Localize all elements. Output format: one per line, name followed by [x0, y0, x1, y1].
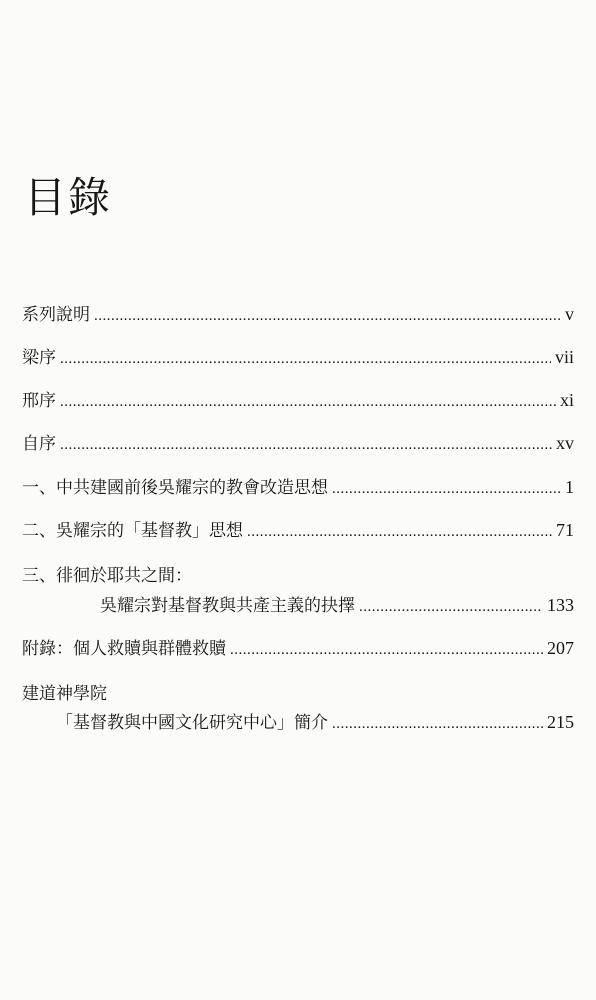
toc-entry	[22, 473, 574, 501]
toc-entry	[56, 708, 574, 736]
dot-leader	[359, 593, 543, 621]
toc-entry-label: 二、吳耀宗的「基督教」思想	[22, 521, 243, 541]
dot-leader	[247, 518, 552, 546]
dot-leader	[332, 710, 543, 738]
toc-page-number: 1	[565, 477, 574, 497]
toc-entry-label: 系列說明	[22, 305, 90, 325]
toc-entry-label: 一、中共建國前後吳耀宗的教會改造思想	[22, 478, 328, 498]
toc-entry-heading: 三、徘徊於耶共之間：	[22, 566, 192, 586]
dot-leader	[94, 302, 561, 330]
toc-entry-label: 自序	[22, 434, 56, 454]
toc-page-number: 133	[547, 595, 574, 615]
dot-leader	[60, 345, 551, 373]
toc-entry	[22, 516, 574, 544]
toc-entry-label: 邢序	[22, 391, 56, 411]
dot-leader	[60, 431, 552, 459]
dot-leader	[332, 475, 561, 503]
toc-entry	[100, 591, 574, 619]
dot-leader	[230, 636, 543, 664]
toc-entry	[22, 300, 574, 328]
toc-entry-label: 吳耀宗對基督教與共產主義的抉擇	[100, 596, 355, 616]
toc-entry	[22, 429, 574, 457]
dot-leader	[60, 388, 556, 416]
toc-entry-label: 「基督教與中國文化研究中心」簡介	[56, 713, 328, 733]
toc-entry	[22, 634, 574, 662]
toc-page-number: vii	[554, 347, 574, 367]
toc-entry-label: 附錄：個人救贖與群體救贖	[22, 639, 226, 659]
toc-page-number: 215	[547, 712, 574, 732]
toc-entry-label: 梁序	[22, 348, 56, 368]
page-title: 目錄	[24, 173, 113, 223]
toc-page-number: xv	[556, 433, 574, 453]
toc-entry	[22, 386, 574, 414]
toc-page-number: 207	[547, 638, 574, 658]
toc-entry-heading: 建道神學院	[22, 684, 107, 704]
toc-page-number: 71	[556, 520, 574, 540]
toc-page-number: xi	[559, 390, 574, 410]
toc-entry	[22, 343, 574, 371]
toc-page-number: v	[565, 304, 574, 324]
